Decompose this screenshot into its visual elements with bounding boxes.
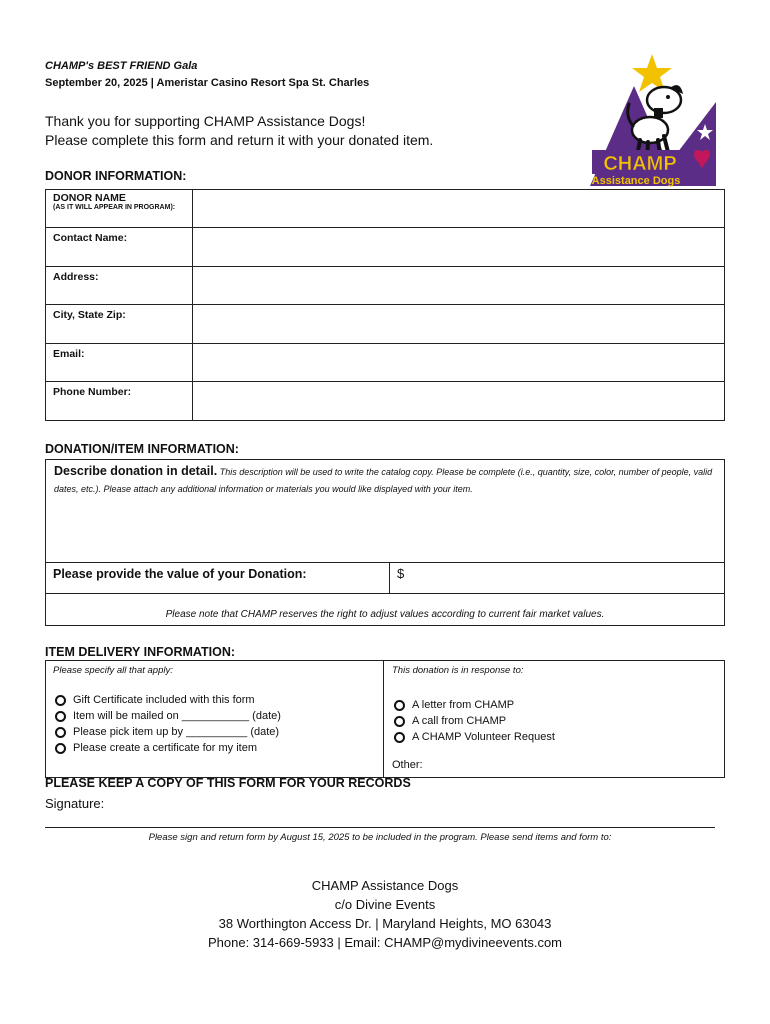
city-state-zip-label-cell [46, 305, 193, 344]
radio-bullet-icon[interactable] [55, 727, 66, 738]
logo-name: CHAMP [603, 153, 677, 175]
describe-text [46, 460, 724, 501]
donation-info-heading: DONATION/ITEM INFORMATION: [45, 442, 239, 456]
address-line-1: CHAMP Assistance Dogs [311, 878, 459, 893]
city-state-zip-field[interactable] [193, 305, 725, 344]
address-line-2: c/o Divine Events [334, 897, 436, 912]
donation-value-field[interactable] [389, 562, 725, 594]
donor-info-heading: DONOR INFORMATION: [45, 169, 187, 183]
delivery-info-heading: ITEM DELIVERY INFORMATION: [45, 645, 236, 659]
option-gift-certificate[interactable]: Gift Certificate included with this form [55, 692, 281, 708]
event-title: CHAMP's BEST FRIEND Gala [45, 60, 198, 72]
option-item-mailed[interactable]: Item will be mailed on ___________ (date) [55, 708, 281, 724]
option-pick-up[interactable]: Please pick item up by __________ (date) [55, 724, 281, 740]
value-note: Please note that CHAMP reserves the right to adjust values according to current fair market values. [165, 609, 605, 620]
donor-name-label-cell [46, 190, 193, 228]
option-volunteer-request[interactable]: A CHAMP Volunteer Request [394, 729, 555, 745]
donor-name-label: DONOR NAME [53, 192, 126, 204]
contact-name-field[interactable] [193, 228, 725, 267]
radio-bullet-icon[interactable] [55, 695, 66, 706]
phone-label: Phone Number: [53, 386, 132, 398]
donor-name-sublabel: (AS IT WILL APPEAR IN PROGRAM): [53, 204, 176, 211]
donor-info-table [45, 189, 725, 421]
email-label-cell [46, 344, 193, 382]
mailing-address [45, 876, 725, 952]
event-date: September 20, 2025 | Ameristar Casino Resort Spa St. Charles [45, 77, 370, 89]
phone-field[interactable] [193, 382, 725, 421]
thanks-line-2: Please complete this form and return it with your donated item. [45, 132, 434, 148]
logo-subtitle: Assistance Dogs [591, 175, 681, 187]
thank-you-message [45, 112, 433, 150]
champ-logo [588, 52, 723, 192]
address-line-4: Phone: 314-669-5933 | Email: CHAMP@mydivineevents.com [207, 935, 562, 950]
signature-line[interactable] [45, 827, 715, 828]
other-label: Other: [392, 759, 423, 771]
keep-copy-notice: PLEASE KEEP A COPY OF THIS FORM FOR YOUR RECORDS [45, 776, 411, 790]
dollar-sign: $ [397, 566, 405, 581]
response-options-box [383, 660, 725, 778]
value-label: Please provide the value of your Donation: [53, 567, 307, 581]
thanks-line-1: Thank you for supporting CHAMP Assistance Dogs! [45, 113, 366, 129]
delivery-right-header: This donation is in response to: [392, 665, 524, 676]
email-label: Email: [53, 348, 85, 360]
city-state-zip-label: City, State Zip: [53, 309, 126, 321]
donation-description-field[interactable] [45, 459, 725, 563]
address-line-3: 38 Worthington Access Dr. | Maryland Heights, MO 63043 [218, 916, 552, 931]
deadline-note: Please sign and return form by August 15, 2025 to be included in the program. Please send items and form to: [148, 832, 612, 843]
donor-name-field[interactable] [193, 190, 725, 228]
signature-label: Signature: [45, 796, 105, 811]
delivery-right-options [394, 697, 555, 745]
radio-bullet-icon[interactable] [394, 732, 405, 743]
delivery-left-header: Please specify all that apply: [53, 665, 173, 676]
option-call[interactable]: A call from CHAMP [394, 713, 555, 729]
delivery-options-box [45, 660, 384, 778]
phone-label-cell [46, 382, 193, 421]
radio-bullet-icon[interactable] [394, 716, 405, 727]
address-field[interactable] [193, 267, 725, 305]
value-note-cell [45, 593, 725, 626]
option-create-certificate[interactable]: Please create a certificate for my item [55, 740, 281, 756]
describe-label: Describe donation in detail. [54, 464, 218, 478]
radio-bullet-icon[interactable] [55, 743, 66, 754]
contact-name-label-cell [46, 228, 193, 267]
email-field[interactable] [193, 344, 725, 382]
describe-note: This description will be used to write the catalog copy. Please be complete (i.e., quantity, size, color, number of people, valid dates, etc.). Please attach any additional information or materials you would like displayed with your item. [54, 467, 713, 494]
address-label: Address: [53, 271, 99, 283]
radio-bullet-icon[interactable] [55, 711, 66, 722]
contact-name-label: Contact Name: [53, 232, 128, 244]
radio-bullet-icon[interactable] [394, 700, 405, 711]
option-letter[interactable]: A letter from CHAMP [394, 697, 555, 713]
value-label-cell [45, 562, 390, 594]
address-label-cell [46, 267, 193, 305]
delivery-left-options [55, 692, 281, 756]
